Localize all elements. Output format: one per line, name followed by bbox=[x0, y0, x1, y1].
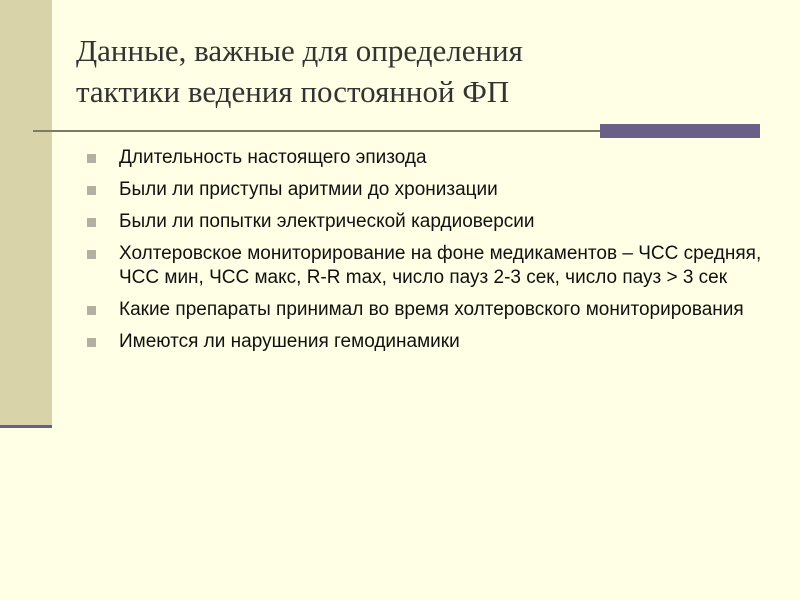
bullet-text: Имеются ли нарушения гемодинамики bbox=[119, 331, 460, 352]
title-divider-line bbox=[33, 130, 600, 132]
bullet-list bbox=[84, 146, 764, 362]
bullet-text: Какие препараты принимал во время холтеровского мониторирования bbox=[119, 299, 744, 320]
bullet-item-hemodynamics bbox=[84, 330, 764, 354]
square-bullet-icon bbox=[87, 338, 96, 347]
bullet-text: Холтеровское мониторирование на фоне медикаментов – ЧСС средняя, ЧСС мин, ЧСС макс, R-R max, число пауз 2-3 сек, число пауз > 3 сек bbox=[119, 243, 762, 288]
bullet-text: Длительность настоящего эпизода bbox=[119, 147, 427, 168]
bullet-item-holter-monitoring bbox=[84, 242, 764, 290]
bullet-item-arrhythmia-episodes bbox=[84, 178, 764, 202]
decorative-side-bar-underline bbox=[0, 425, 52, 428]
bullet-text: Были ли попытки электрической кардиоверсии bbox=[119, 211, 535, 232]
bullet-item-episode-duration bbox=[84, 146, 764, 170]
decorative-side-bar bbox=[0, 0, 52, 425]
bullet-item-cardioversion-attempts bbox=[84, 210, 764, 234]
slide-title-line-2: тактики ведения постоянной ФП bbox=[76, 74, 510, 109]
slide-title-line-1: Данные, важные для определения bbox=[76, 33, 523, 68]
title-divider-accent-block bbox=[600, 124, 760, 138]
square-bullet-icon bbox=[87, 218, 96, 227]
slide-title bbox=[76, 30, 756, 112]
square-bullet-icon bbox=[87, 306, 96, 315]
bullet-text: Были ли приступы аритмии до хронизации bbox=[119, 179, 498, 200]
bullet-item-medications bbox=[84, 298, 764, 322]
square-bullet-icon bbox=[87, 250, 96, 259]
square-bullet-icon bbox=[87, 154, 96, 163]
square-bullet-icon bbox=[87, 186, 96, 195]
